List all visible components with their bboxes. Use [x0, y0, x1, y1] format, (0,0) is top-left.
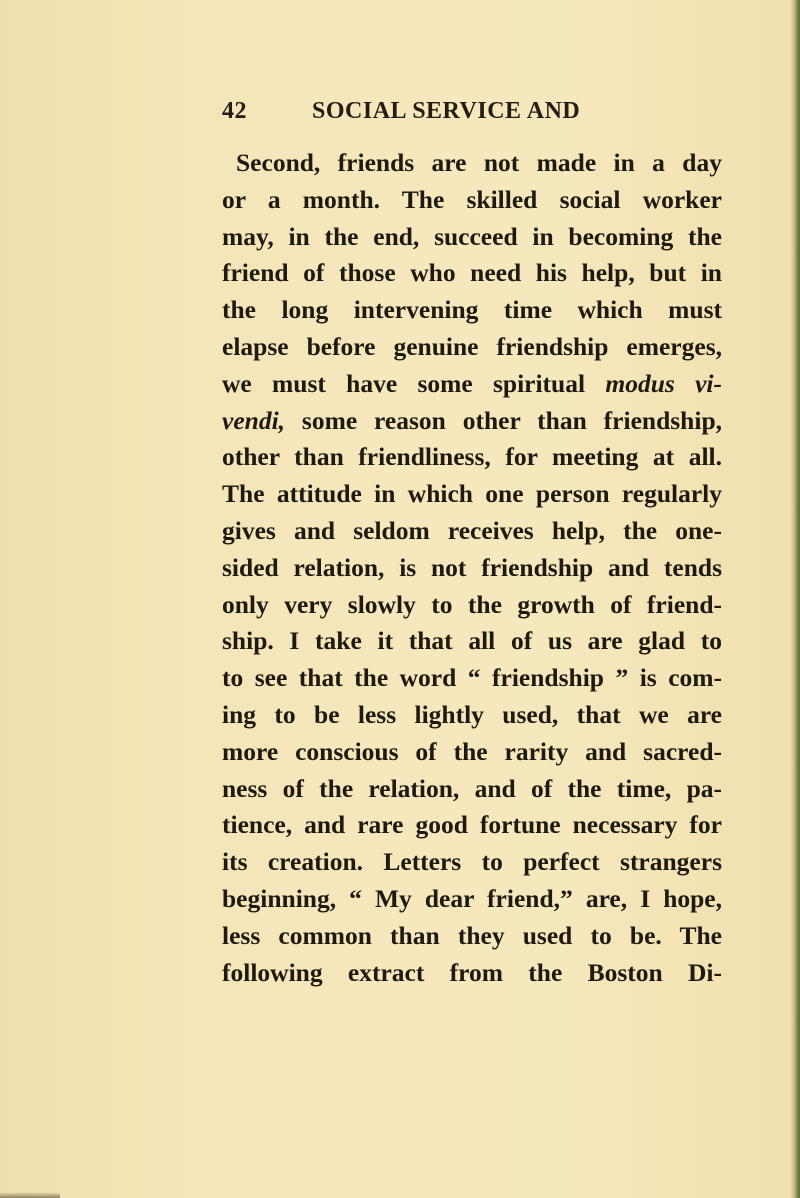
text-line: elapse before genuine friendship emerges, [222, 331, 722, 361]
page-number: 42 [222, 98, 247, 124]
text-line: its creation. Letters to perfect strangers [222, 847, 722, 877]
text-line: tience, and rare good fortune necessary for [222, 810, 722, 840]
text-line: less common than they used to be. The [222, 920, 722, 950]
text-line: Second, friends are not made in a day [236, 148, 722, 177]
text-line: gives and seldom receives help, the one- [222, 515, 722, 545]
text-line: following extract from the Boston Di- [222, 957, 722, 987]
text-line: the long intervening time which must [222, 295, 722, 325]
text-line: beginning, “ My dear friend,” are, I hope, [222, 883, 722, 913]
running-head: SOCIAL SERVICE AND [312, 98, 581, 124]
text-line: may, in the end, succeed in becoming the [222, 221, 722, 251]
text-line: more conscious of the rarity and sacred- [222, 736, 722, 766]
text-line: only very slowly to the growth of friend- [222, 589, 722, 619]
text-line: ship. I take it that all of us are glad to [222, 626, 722, 656]
italic-phrase: modus vi- [605, 368, 722, 398]
text-line: or a month. The skilled social worker [222, 184, 722, 214]
text-line-with-italic [222, 366, 722, 403]
text-line: ing to be less lightly used, that we are [222, 699, 722, 729]
text-fragment: we must have some spiritual [222, 368, 586, 398]
page-edge-shadow [790, 0, 800, 1198]
text-line: to see that the word “ friendship ” is com- [222, 663, 722, 693]
text-line: other than friendliness, for meeting at all. [222, 442, 722, 472]
italic-phrase: vendi, [222, 405, 286, 435]
text-fragment: some reason other than friendship, [285, 405, 722, 435]
text-line: ness of the relation, and of the time, pa- [222, 773, 722, 803]
text-line: The attitude in which one person regularly [222, 479, 722, 509]
page-header [222, 98, 622, 134]
page-corner-shadow [0, 1192, 60, 1198]
text-line: friend of those who need his help, but in [222, 258, 722, 288]
text-line-with-italic [222, 403, 722, 440]
body-text [222, 145, 722, 991]
text-line: sided relation, is not friendship and tends [222, 552, 722, 582]
